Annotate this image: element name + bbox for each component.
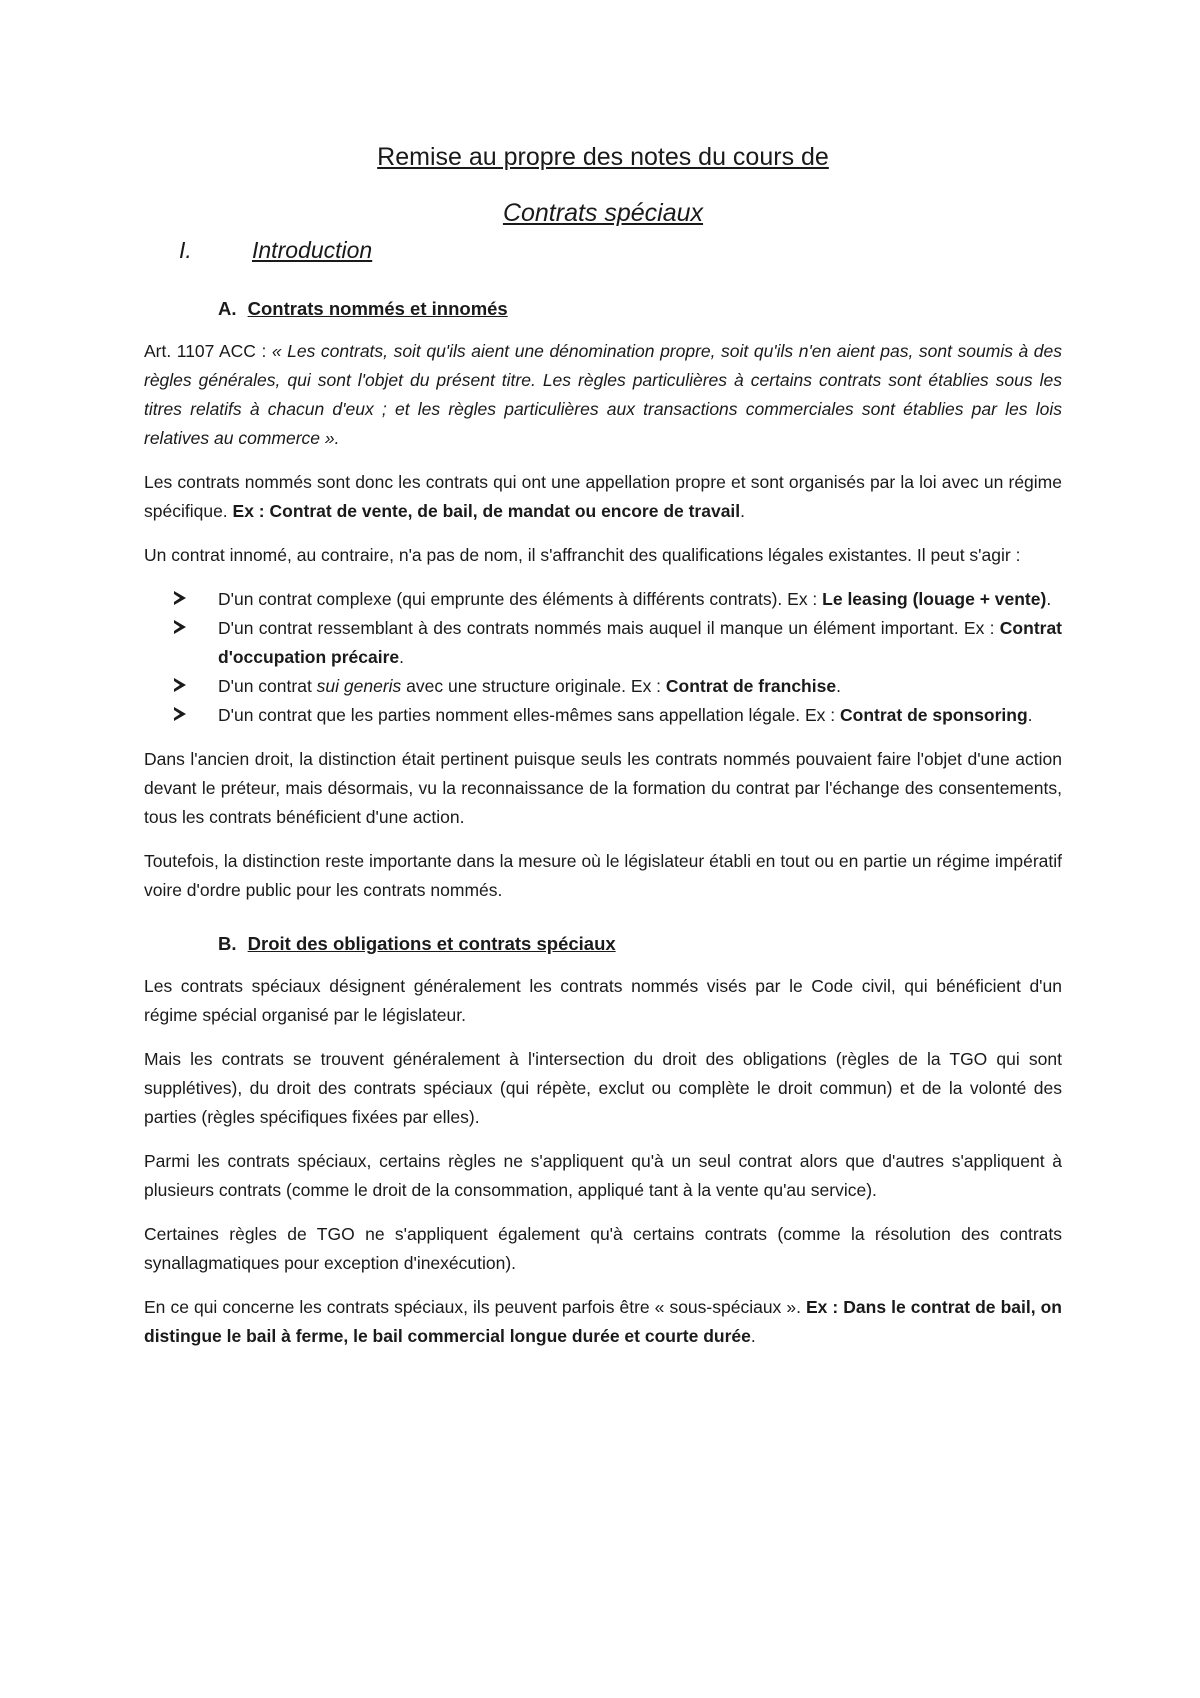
section-label: Introduction	[252, 237, 373, 263]
paragraph-text: Les contrats nommés sont donc les contrats qui ont une appellation propre et sont organisés par la loi avec un régime spécifique.	[144, 472, 1062, 521]
document-body	[144, 140, 1062, 1366]
subsection-heading-a	[218, 294, 1062, 323]
paragraph-tgo: Certaines règles de TGO ne s'appliquent également qu'à certains contrats (comme la résolution des contrats synallagmatiques pour exception d'inexécution).	[144, 1224, 1062, 1273]
paragraph-toutefois: Toutefois, la distinction reste importante dans la mesure où le législateur établi en tout ou en partie un régime impératif voire d'ordre public pour les contrats nommés.	[144, 851, 1062, 900]
subsection-label: Droit des obligations et contrats spéciaux	[247, 933, 616, 954]
item-text: D'un contrat ressemblant à des contrats nommés mais auquel il manque un élément important.	[218, 618, 964, 638]
paragraph-intersection: Mais les contrats se trouvent généralement à l'intersection du droit des obligations (règles de la TGO qui sont supplétives), du droit des contrats spéciaux (qui répète, exclut ou complète le droit commun) et de la volonté des parties (règles spécifiques fixées par elles).	[144, 1049, 1062, 1127]
item-text: avec une structure originale.	[401, 676, 631, 696]
example-label: Ex :	[787, 589, 823, 609]
example-text: Ex : Contrat de vente, de bail, de mandat ou encore de travail	[232, 501, 741, 521]
arrow-bullet-icon	[174, 620, 186, 634]
list-item	[144, 614, 1062, 672]
example-label: Ex :	[963, 618, 1000, 638]
subsection-letter: B.	[218, 933, 237, 954]
example-text: Contrat de franchise	[665, 676, 837, 696]
example-label: Ex :	[805, 705, 841, 725]
list-item	[144, 672, 1062, 701]
paragraph-contrat-innome: Un contrat innomé, au contraire, n'a pas de nom, il s'affranchit des qualifications légales existantes. Il peut s'agir :	[144, 545, 1021, 565]
item-end: .	[399, 647, 405, 667]
arrow-bullet-icon	[174, 591, 186, 605]
item-text: D'un contrat	[218, 676, 317, 696]
subsection-label: Contrats nommés et innomés	[247, 298, 508, 319]
paragraph-parmi: Parmi les contrats spéciaux, certains règles ne s'appliquent qu'à un seul contrat alors que d'autres s'appliquent à plusieurs contrats (comme le droit de la consommation, appliqué tant à la vente qu'au service).	[144, 1151, 1062, 1200]
example-text: Contrat de sponsoring	[840, 705, 1028, 725]
art-quote: « Les contrats, soit qu'ils aient une dénomination propre, soit qu'ils n'en aient pas, sont soumis à des règles générales, qui sont l'objet du présent titre. Les règles particulières à certains contrats sont établies sous les titres relatifs à chacun d'eux ; et les règles particulières aux transactions commerciales sont établies par les lois relatives au commerce ».	[144, 341, 1062, 448]
document-title: Remise au propre des notes du cours de	[377, 143, 829, 171]
subsection-heading-b	[218, 929, 1062, 958]
example-text: Ex : Dans le contrat de bail, on distingue le bail à ferme, le bail commercial longue durée et courte durée	[144, 1297, 1062, 1346]
example-text: Le leasing (louage + vente)	[822, 589, 1047, 609]
item-end: .	[1027, 705, 1033, 725]
example-text: Contrat d'occupation précaire	[218, 618, 1063, 667]
list-item	[144, 701, 1062, 730]
paragraph-art-1107	[144, 337, 1062, 453]
subsection-letter: A.	[218, 298, 237, 319]
item-end: .	[836, 676, 841, 696]
paragraph-contrats-nommes	[144, 468, 1062, 526]
list-item	[144, 585, 1062, 614]
paragraph-ancien-droit: Dans l'ancien droit, la distinction était pertinent puisque seuls les contrats nommés pouvaient faire l'objet d'une action devant le préteur, mais désormais, vu la reconnaissance de la formation du contrat par l'échange des consentements, tous les contrats bénéficient d'une action.	[144, 749, 1062, 827]
paragraph-end: .	[750, 1326, 756, 1346]
bullet-list	[144, 585, 1062, 730]
document-subtitle: Contrats spéciaux	[502, 199, 704, 227]
section-heading-introduction	[144, 236, 1062, 270]
arrow-bullet-icon	[174, 707, 186, 721]
paragraph-end: .	[740, 501, 746, 521]
paragraph-sous-speciaux	[144, 1293, 1062, 1351]
paragraph-contrats-speciaux: Les contrats spéciaux désignent généralement les contrats nommés visés par le Code civil, qui bénéficient d'un régime spécial organisé par le législateur.	[144, 976, 1062, 1025]
arrow-bullet-icon	[174, 678, 186, 692]
item-italic-text: sui generis	[316, 676, 402, 696]
item-text: D'un contrat complexe (qui emprunte des éléments à différents contrats).	[218, 589, 788, 609]
paragraph-text: En ce qui concerne les contrats spéciaux, ils peuvent parfois être « sous-spéciaux ».	[144, 1297, 806, 1317]
item-end: .	[1046, 589, 1052, 609]
section-number: I.	[179, 237, 192, 263]
example-label: Ex :	[630, 676, 666, 696]
art-reference: Art. 1107 ACC :	[144, 341, 272, 361]
item-text: D'un contrat que les parties nomment elles-mêmes sans appellation légale.	[218, 705, 805, 725]
